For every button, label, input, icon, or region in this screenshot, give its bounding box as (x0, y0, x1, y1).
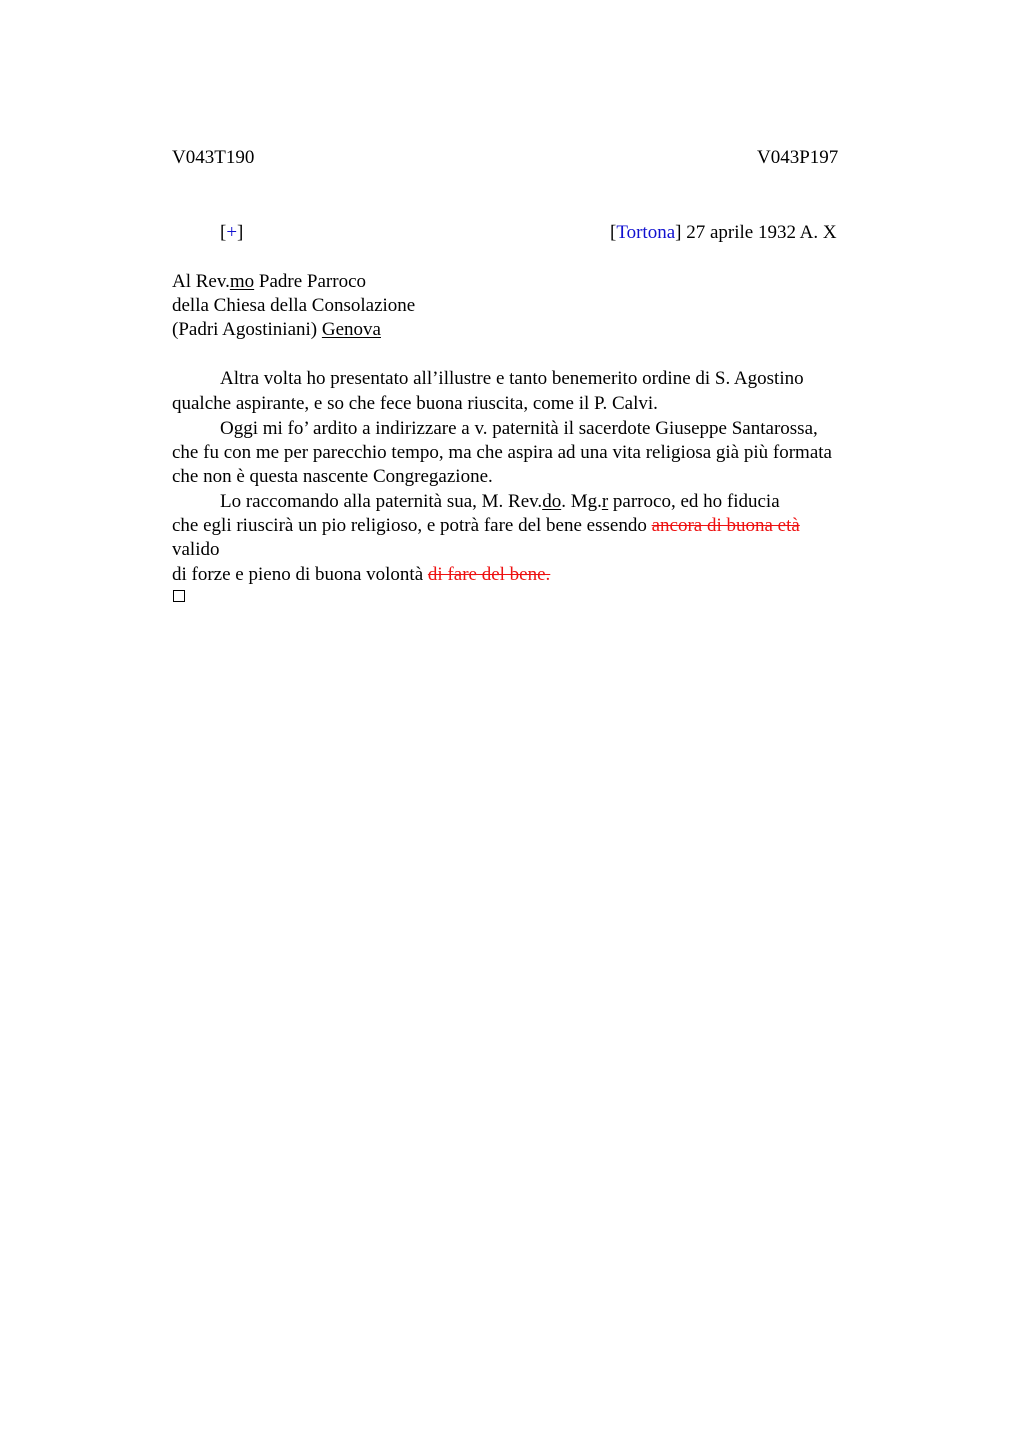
address-line-1 (172, 271, 366, 293)
abbrev-do: do (542, 491, 562, 512)
body-line-6 (220, 491, 780, 513)
cross-line (220, 222, 243, 244)
address-line-3 (172, 319, 381, 341)
body-line-9 (172, 564, 550, 586)
body-line-8: valido (172, 539, 220, 560)
body-line-2: qualche aspirante, e so che fece buona riuscita, come il P. Calvi. (172, 393, 658, 414)
date-line (610, 222, 837, 244)
body-line-5: che non è questa nascente Congregazione. (172, 466, 493, 487)
body-line-9-a: di forze e pieno di buona volontà (172, 564, 428, 585)
address-title: Padre Parroco (254, 271, 367, 292)
address-city: Genova (321, 319, 381, 340)
body-line-4: che fu con me per parecchio tempo, ma che aspira ad una vita religiosa già più formata (172, 442, 832, 463)
document-ref-right: V043P197 (757, 147, 839, 168)
body-line-6-a: Lo raccomando alla paternità sua, M. Rev. (220, 491, 543, 512)
deleted-text-1: ancora di buona età (651, 515, 800, 536)
end-mark-box-icon (173, 590, 185, 602)
place-close-bracket: ] (675, 222, 682, 243)
cross-open-bracket: [ (220, 222, 227, 243)
place-link[interactable]: Tortona (616, 222, 676, 243)
body-line-6-b: . Mg. (561, 491, 602, 512)
body-line-6-c: parroco, ed ho fiducia (608, 491, 780, 512)
abbrev-r: r (601, 491, 609, 512)
address-line-2: della Chiesa della Consolazione (172, 295, 416, 316)
place-open-bracket: [ (610, 222, 617, 243)
document-ref-left: V043T190 (172, 147, 255, 168)
body-line-7 (172, 515, 800, 537)
address-rev-abbrev: mo (229, 271, 255, 292)
body-line-7-a: che egli riuscirà un pio religioso, e potrà fare del bene essendo (172, 515, 652, 536)
letter-date: 27 aprile 1932 A. X (681, 222, 837, 243)
body-line-3: Oggi mi fo’ ardito a indirizzare a v. paternità il sacerdote Giuseppe Santarossa, (220, 418, 818, 439)
address-order: (Padri Agostiniani) (172, 319, 322, 340)
cross-close-bracket: ] (237, 222, 244, 243)
deleted-text-2: di fare del bene. (427, 564, 551, 585)
cross-mark[interactable]: + (226, 222, 238, 243)
body-line-1: Altra volta ho presentato all’illustre e tanto benemerito ordine di S. Agostino (220, 368, 804, 389)
address-rev: Al Rev. (172, 271, 230, 292)
